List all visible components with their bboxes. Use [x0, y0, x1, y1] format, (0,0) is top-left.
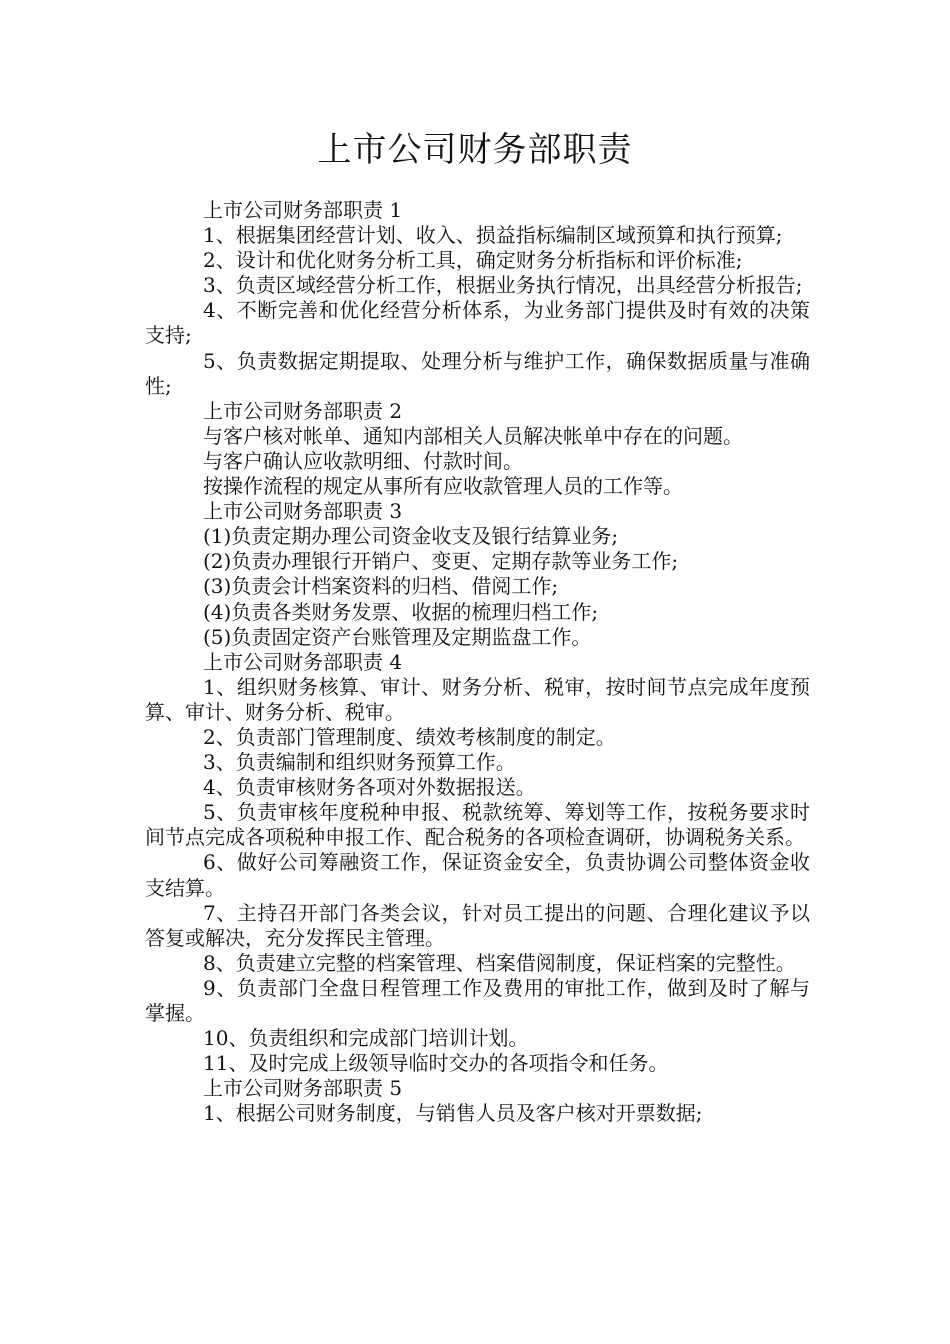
- paragraph: 6、做好公司筹融资工作，保证资金安全，负责协调公司整体资金收支结算。: [145, 850, 810, 900]
- paragraph: 7、主持召开部门各类会议，针对员工提出的问题、合理化建议予以答复或解决，充分发挥民主管理。: [145, 900, 810, 950]
- paragraph: 1、组织财务核算、审计、财务分析、税审，按时间节点完成年度预算、审计、财务分析、税审。: [145, 674, 810, 724]
- paragraph: 10、负责组织和完成部门培训计划。: [203, 1026, 529, 1051]
- paragraph: (4)负责各类财务发票、收据的梳理归档工作;: [203, 599, 599, 624]
- paragraph: (3)负责会计档案资料的归档、借阅工作;: [203, 574, 559, 599]
- paragraph: (5)负责固定资产台账管理及定期监盘工作。: [203, 624, 592, 649]
- paragraph: 与客户确认应收款明细、付款时间。: [203, 448, 523, 473]
- paragraph: 8、负责建立完整的档案管理、档案借阅制度，保证档案的完整性。: [203, 950, 796, 975]
- paragraph: 4、负责审核财务各项对外数据报送。: [203, 775, 536, 800]
- document-title: 上市公司财务部职责: [317, 130, 633, 170]
- paragraph: 4、不断完善和优化经营分析体系，为业务部门提供及时有效的决策支持;: [145, 298, 810, 348]
- paragraph: 2、设计和优化财务分析工具，确定财务分析指标和评价标准;: [203, 248, 743, 273]
- paragraph: 11、及时完成上级领导临时交办的各项指令和任务。: [203, 1051, 669, 1076]
- paragraph: 9、负责部门全盘日程管理工作及费用的审批工作，做到及时了解与掌握。: [145, 975, 810, 1025]
- section-heading-1: 上市公司财务部职责 1: [203, 198, 403, 222]
- document-body: [145, 198, 810, 1126]
- section-heading-2: 上市公司财务部职责 2: [203, 398, 403, 423]
- paragraph: 5、负责审核年度税种申报、税款统筹、筹划等工作，按税务要求时间节点完成各项税种申报工作、配合税务的各项检查调研，协调税务关系。: [145, 800, 810, 850]
- paragraph: 与客户核对帐单、通知内部相关人员解决帐单中存在的问题。: [203, 423, 743, 448]
- paragraph: 2、负责部门管理制度、绩效考核制度的制定。: [203, 724, 616, 749]
- paragraph: 1、根据集团经营计划、收入、损益指标编制区域预算和执行预算;: [203, 223, 783, 248]
- paragraph: 3、负责编制和组织财务预算工作。: [203, 750, 516, 775]
- paragraph: 1、根据公司财务制度，与销售人员及客户核对开票数据;: [203, 1101, 703, 1126]
- section-heading-3: 上市公司财务部职责 3: [203, 499, 403, 524]
- section-heading-5: 上市公司财务部职责 5: [203, 1076, 403, 1101]
- paragraph: (1)负责定期办理公司资金收支及银行结算业务;: [203, 524, 619, 549]
- paragraph: (2)负责办理银行开销户、变更、定期存款等业务工作;: [203, 549, 679, 574]
- paragraph: 3、负责区域经营分析工作，根据业务执行情况，出具经营分析报告;: [203, 273, 803, 298]
- paragraph: 按操作流程的规定从事所有应收款管理人员的工作等。: [203, 474, 683, 499]
- section-heading-4: 上市公司财务部职责 4: [203, 649, 403, 674]
- paragraph: 5、负责数据定期提取、处理分析与维护工作，确保数据质量与准确性;: [145, 348, 810, 398]
